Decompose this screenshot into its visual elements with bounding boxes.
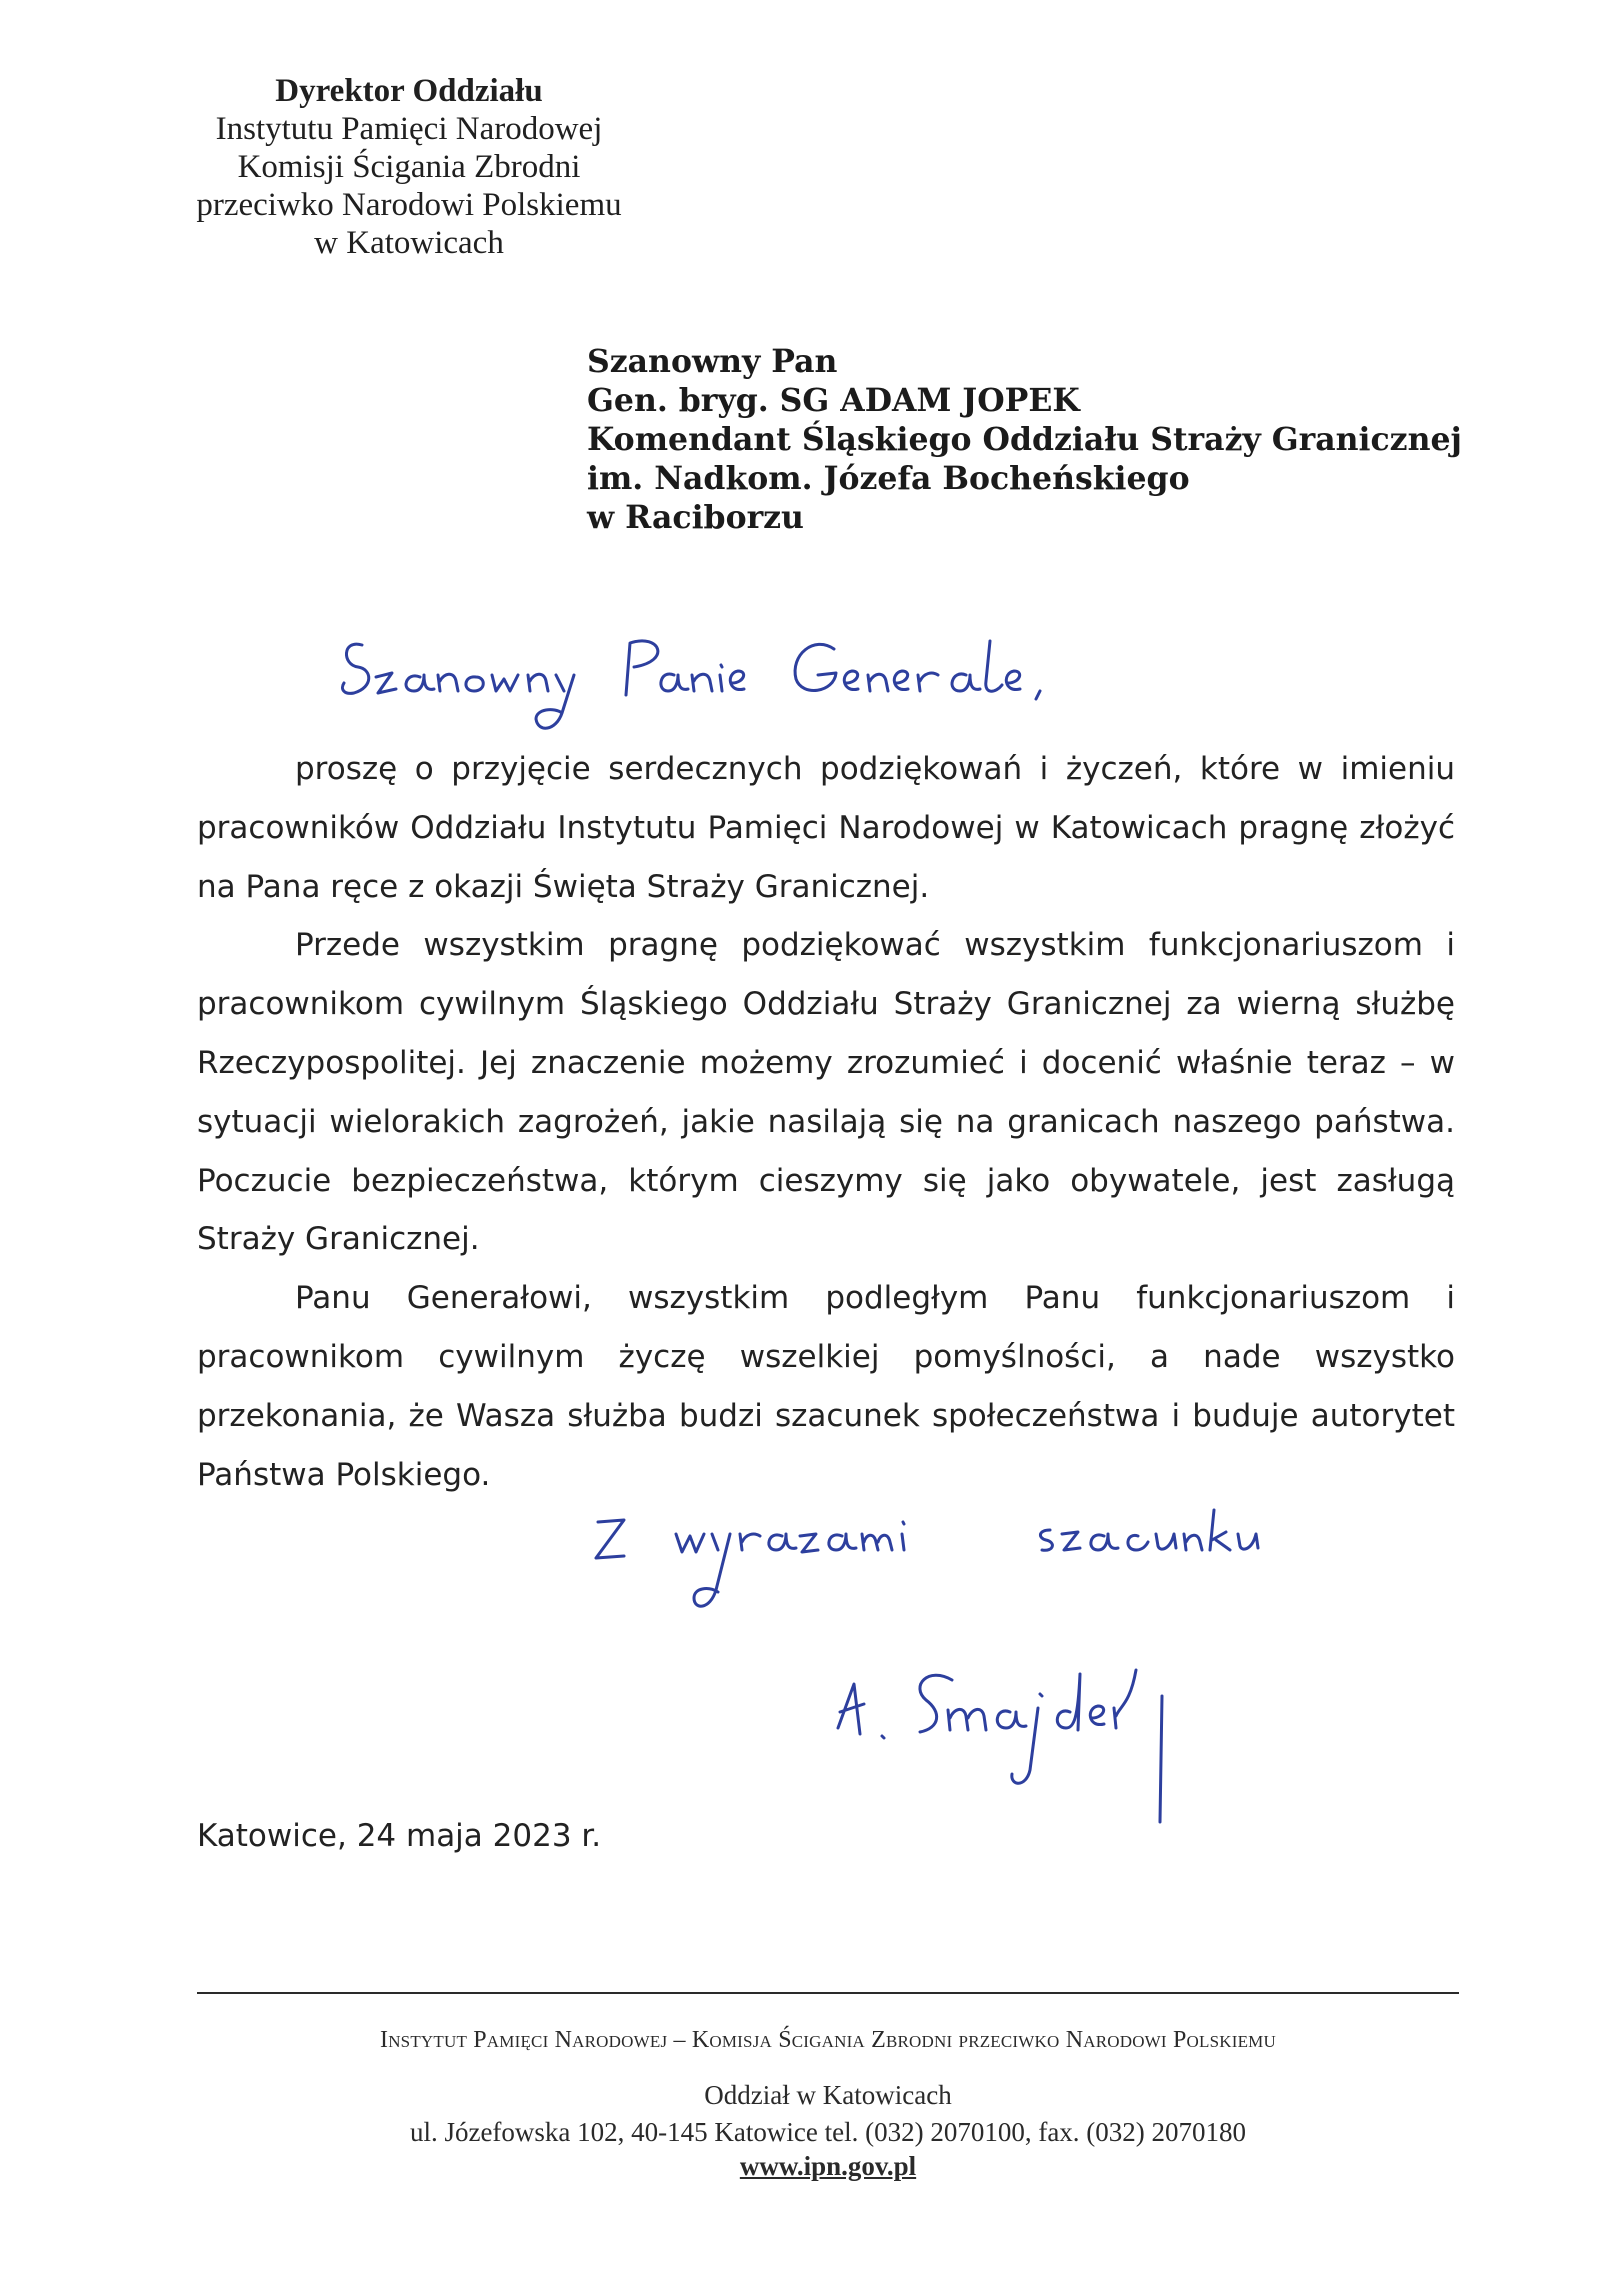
addressee-line: Szanowny Pan — [587, 343, 838, 380]
body-paragraph: proszę o przyjęcie serdecznych podziękowań i życzeń, które w imieniu pracowników Oddziału Instytutu Pamięci Narodowej w Katowicach pragnę złożyć na Pana ręce z okazji Święta Straży Granicznej. — [197, 751, 1455, 905]
date-line: Katowice, 24 maja 2023 r. — [197, 1818, 602, 1854]
sender-header — [178, 72, 640, 262]
footer-divider — [197, 1992, 1459, 1994]
addressee-line: w Raciborzu — [587, 499, 804, 536]
footer — [197, 2025, 1459, 2183]
footer-institution: Instytut Pamięci Narodowej – Komisja Ścigania Zbrodni przeciwko Narodowi Polskiemu — [380, 2027, 1276, 2053]
addressee-block — [587, 342, 1567, 537]
footer-branch: Oddział w Katowicach — [704, 2080, 952, 2110]
sender-line: Komisji Ścigania Zbrodni — [237, 149, 581, 185]
addressee-line: Komendant Śląskiego Oddziału Straży Granicznej — [587, 421, 1462, 458]
body-paragraph: Panu Generałowi, wszystkim podległym Panu funkcjonariuszom i pracownikom cywilnym życzę wszelkiej pomyślności, a nade wszystko przekonania, że Wasza służba budzi szacunek społeczeństwa i buduje autorytet Państwa Polskiego. — [197, 1280, 1455, 1493]
handwritten-salutation — [340, 625, 1240, 745]
addressee-line: Gen. bryg. SG ADAM JOPEK — [587, 382, 1080, 419]
sender-line: Instytutu Pamięci Narodowej — [215, 111, 603, 147]
website-link[interactable]: www.ipn.gov.pl — [739, 2151, 917, 2181]
addressee-line: im. Nadkom. Józefa Bocheńskiego — [587, 460, 1190, 497]
sender-line: w Katowicach — [314, 225, 504, 261]
sender-line: przeciwko Narodowi Polskiemu — [196, 187, 622, 223]
letter-body — [197, 740, 1455, 1504]
footer-address: ul. Józefowska 102, 40-145 Katowice tel. (032) 2070100, fax. (032) 2070180 — [409, 2117, 1247, 2147]
body-paragraph: Przede wszystkim pragnę podziękować wszystkim funkcjonariuszom i pracownikom cywilnym Śląskiego Oddziału Straży Granicznej za wierną służbę Rzeczypospolitej. Jej znaczenie możemy zrozumieć i docenić właśnie teraz – w sytuacji wielorakich zagrożeń, jakie nasilają się na granicach naszego państwa. Poczucie bezpieczeństwa, którym cieszymy się jako obywatele, jest zasługą Straży Granicznej. — [197, 927, 1455, 1258]
sender-title: Dyrektor Oddziału — [275, 73, 543, 109]
signature — [830, 1660, 1350, 1830]
handwritten-closing — [590, 1500, 1370, 1630]
